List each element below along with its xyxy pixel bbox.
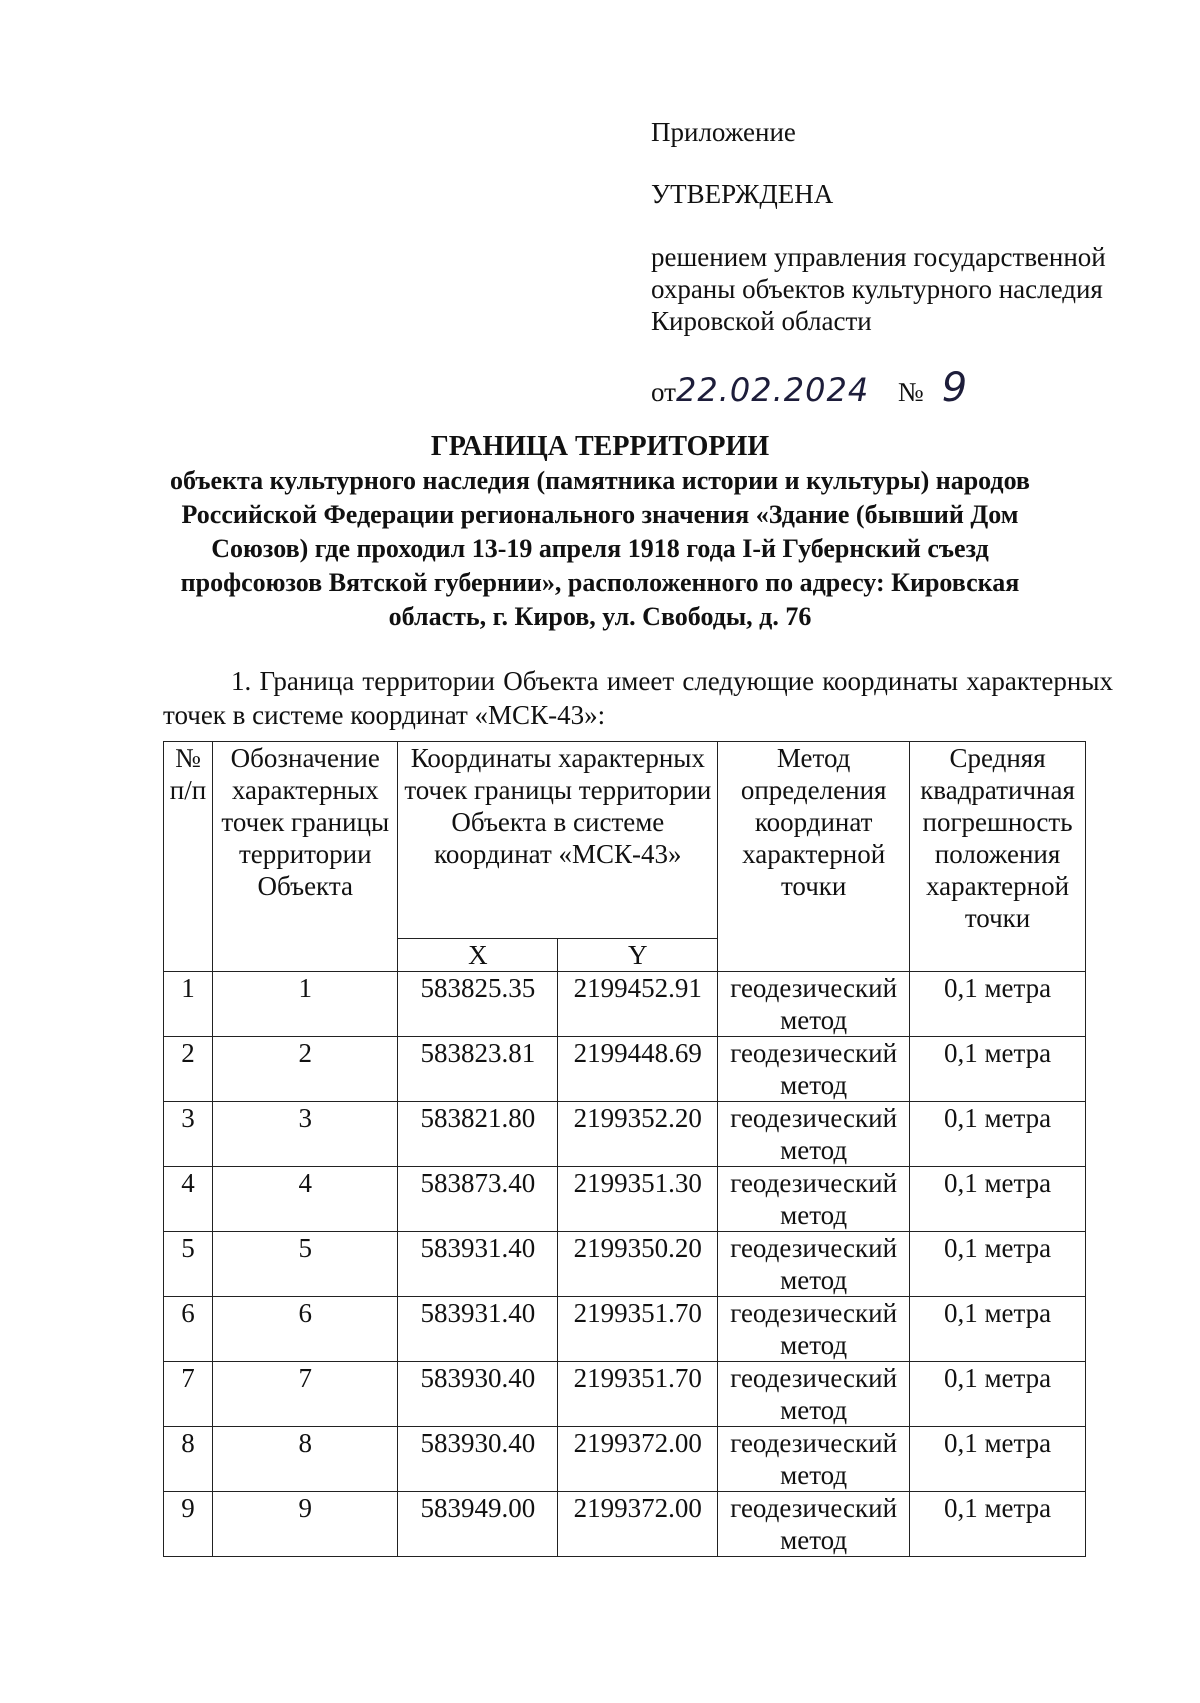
row-error: 0,1 метра <box>910 1167 1086 1232</box>
row-num: 7 <box>164 1362 213 1427</box>
row-y: 2199452.91 <box>558 972 718 1037</box>
row-y: 2199350.20 <box>558 1232 718 1297</box>
row-point: 3 <box>213 1102 398 1167</box>
row-x: 583930.40 <box>398 1427 558 1492</box>
approved-label: УТВЕРЖДЕНА <box>651 179 834 209</box>
header-y: Y <box>558 939 718 972</box>
row-method: геодезический метод <box>718 1232 910 1297</box>
annex-label: Приложение <box>651 117 796 147</box>
title-main: ГРАНИЦА ТЕРРИТОРИИ <box>430 431 770 462</box>
row-point: 2 <box>213 1037 398 1102</box>
table-row <box>164 972 1086 1037</box>
row-method: геодезический метод <box>718 1362 910 1427</box>
date-prefix: от <box>651 377 676 407</box>
row-y: 2199372.00 <box>558 1492 718 1557</box>
row-point: 5 <box>213 1232 398 1297</box>
document-title <box>150 430 1050 634</box>
row-error: 0,1 метра <box>910 1102 1086 1167</box>
row-x: 583873.40 <box>398 1167 558 1232</box>
handwritten-date: 22.02.2024 <box>675 371 870 409</box>
row-x: 583930.40 <box>398 1362 558 1427</box>
row-x: 583823.81 <box>398 1037 558 1102</box>
number-sign: № <box>897 377 924 407</box>
table-row <box>164 1297 1086 1362</box>
row-y: 2199352.20 <box>558 1102 718 1167</box>
table-row <box>164 1362 1086 1427</box>
row-num: 2 <box>164 1037 213 1102</box>
row-y: 2199351.30 <box>558 1167 718 1232</box>
decision-text: решением управления государственной охраны объектов культурного наследия Кировской области <box>651 242 1106 336</box>
row-x: 583949.00 <box>398 1492 558 1557</box>
row-x: 583821.80 <box>398 1102 558 1167</box>
row-y: 2199351.70 <box>558 1297 718 1362</box>
table-row <box>164 1167 1086 1232</box>
row-point: 8 <box>213 1427 398 1492</box>
row-x: 583825.35 <box>398 972 558 1037</box>
table-row <box>164 1037 1086 1102</box>
row-num: 1 <box>164 972 213 1037</box>
row-point: 1 <box>213 972 398 1037</box>
row-method: геодезический метод <box>718 1297 910 1362</box>
decision-date-line <box>651 365 969 411</box>
row-method: геодезический метод <box>718 972 910 1037</box>
row-y: 2199372.00 <box>558 1427 718 1492</box>
header-method: Метод определения координат характерной точки <box>718 742 910 972</box>
row-error: 0,1 метра <box>910 1362 1086 1427</box>
intro-paragraph: 1. Граница территории Объекта имеет следующие координаты характерных точек в системе координат «МСК-43»: <box>163 666 1113 730</box>
table-row <box>164 1427 1086 1492</box>
header-coords: Координаты характерных точек границы территории Объекта в системе координат «МСК-43» <box>398 742 718 939</box>
header-designation: Обозначение характерных точек границы территории Объекта <box>213 742 398 972</box>
coordinates-table <box>163 741 1086 1557</box>
row-method: геодезический метод <box>718 1102 910 1167</box>
title-sub: объекта культурного наследия (памятника истории и культуры) народов Российской Федерации регионального значения «Здание (бывший Дом Союзов) где проходил 13-19 апреля 1918 года I-й Губернский съезд профсоюзов Вятской губернии», расположенного по адресу: Кировская область, г. Киров, ул. Свободы, д. 76 <box>170 466 1030 631</box>
row-error: 0,1 метра <box>910 1232 1086 1297</box>
row-num: 8 <box>164 1427 213 1492</box>
table-row <box>164 1232 1086 1297</box>
row-error: 0,1 метра <box>910 1427 1086 1492</box>
row-point: 9 <box>213 1492 398 1557</box>
row-point: 4 <box>213 1167 398 1232</box>
row-y: 2199448.69 <box>558 1037 718 1102</box>
table-row <box>164 1492 1086 1557</box>
header-x: X <box>398 939 558 972</box>
header-num: № п/п <box>164 742 213 972</box>
row-error: 0,1 метра <box>910 1297 1086 1362</box>
row-point: 7 <box>213 1362 398 1427</box>
row-method: геодезический метод <box>718 1037 910 1102</box>
row-error: 0,1 метра <box>910 1037 1086 1102</box>
row-num: 9 <box>164 1492 213 1557</box>
row-num: 4 <box>164 1167 213 1232</box>
row-x: 583931.40 <box>398 1232 558 1297</box>
row-num: 5 <box>164 1232 213 1297</box>
row-error: 0,1 метра <box>910 972 1086 1037</box>
handwritten-number: 9 <box>941 365 969 411</box>
row-x: 583931.40 <box>398 1297 558 1362</box>
row-method: геодезический метод <box>718 1492 910 1557</box>
table-row <box>164 1102 1086 1167</box>
row-method: геодезический метод <box>718 1167 910 1232</box>
row-error: 0,1 метра <box>910 1492 1086 1557</box>
row-num: 6 <box>164 1297 213 1362</box>
row-point: 6 <box>213 1297 398 1362</box>
header-error: Средняя квадратичная погрешность положения характерной точки <box>910 742 1086 972</box>
row-y: 2199351.70 <box>558 1362 718 1427</box>
row-num: 3 <box>164 1102 213 1167</box>
row-method: геодезический метод <box>718 1427 910 1492</box>
